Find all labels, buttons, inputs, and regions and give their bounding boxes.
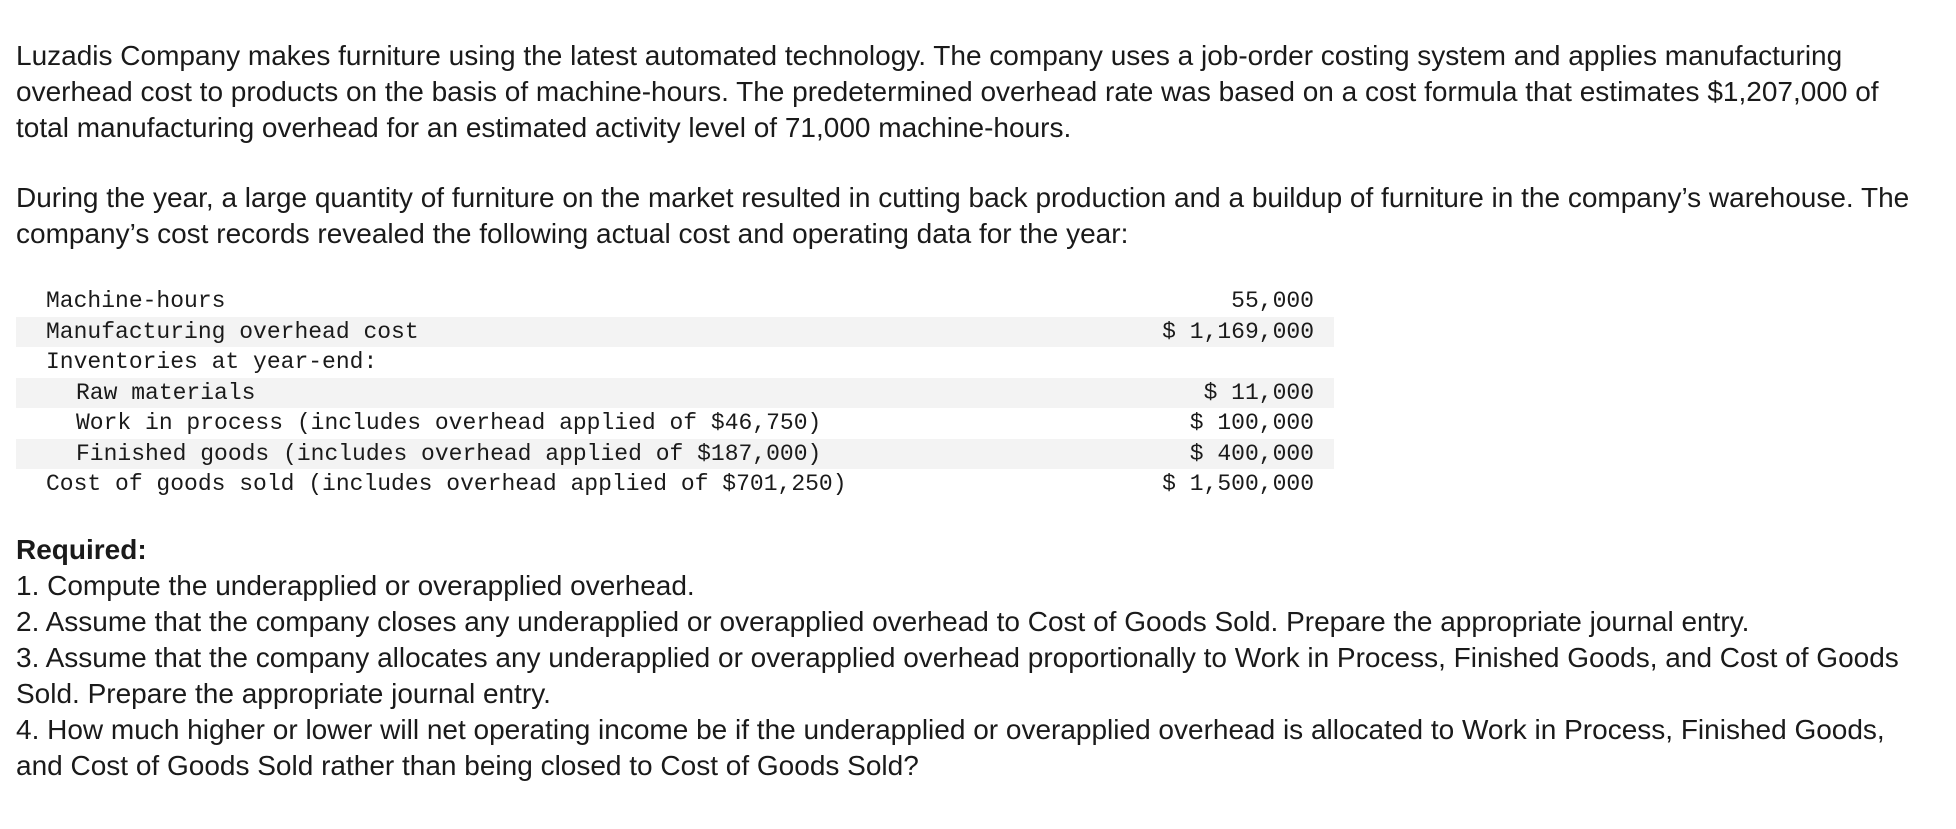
table-row: [16, 347, 1334, 378]
table-row: [16, 439, 1334, 470]
table-row: [16, 378, 1334, 409]
table-row: [16, 317, 1334, 348]
row-value: $ 1,169,000: [1108, 317, 1334, 348]
table-row: [16, 286, 1334, 317]
required-section: [16, 532, 1936, 784]
problem-document: [16, 38, 1936, 784]
required-item-2: 2. Assume that the company closes any underapplied or overapplied overhead to Cost of Goods Sold. Prepare the appropriate journal entry.: [16, 605, 1750, 637]
intro-paragraph-2: During the year, a large quantity of furniture on the market resulted in cutting back production and a buildup of furniture in the company’s warehouse. The company’s cost records revealed the following actual cost and operating data for the year:: [16, 182, 1910, 249]
row-label: Work in process (includes overhead applied of $46,750): [76, 410, 822, 436]
row-label: Inventories at year-end:: [46, 349, 378, 375]
required-item-4: 4. How much higher or lower will net operating income be if the underapplied or overapplied overhead is allocated to Work in Process, Finished Goods, and Cost of Goods Sold rather than being closed to Cost of Goods Sold?: [16, 713, 1885, 781]
cost-data-table: [16, 286, 1334, 500]
row-value: 55,000: [1231, 288, 1314, 314]
row-label: Machine-hours: [46, 288, 226, 314]
row-value: $ 400,000: [1108, 439, 1334, 470]
required-item-3: 3. Assume that the company allocates any underapplied or overapplied overhead proportionally to Work in Process, Finished Goods, and Cost of Goods Sold. Prepare the appropriate journal entry.: [16, 641, 1899, 709]
table-row: [16, 408, 1334, 439]
row-value: $ 11,000: [1108, 378, 1334, 409]
row-value: $ 1,500,000: [1162, 471, 1314, 497]
intro-paragraph-1: Luzadis Company makes furniture using the latest automated technology. The company uses a job-order costing system and applies manufacturing overhead cost to products on the basis of machine-hours. The predetermined overhead rate was based on a cost formula that estimates $1,207,000 of total manufacturing overhead for an estimated activity level of 71,000 machine-hours.: [16, 40, 1879, 143]
table-row: [16, 469, 1334, 500]
row-label: Cost of goods sold (includes overhead applied of $701,250): [46, 471, 847, 497]
row-value: $ 100,000: [1189, 410, 1314, 436]
required-item-1: 1. Compute the underapplied or overapplied overhead.: [16, 569, 695, 601]
required-heading: Required:: [16, 533, 147, 565]
row-label: Finished goods (includes overhead applied of $187,000): [16, 439, 1108, 470]
row-value: [1108, 347, 1334, 378]
row-label: Manufacturing overhead cost: [16, 317, 1108, 348]
row-label: Raw materials: [16, 378, 1108, 409]
